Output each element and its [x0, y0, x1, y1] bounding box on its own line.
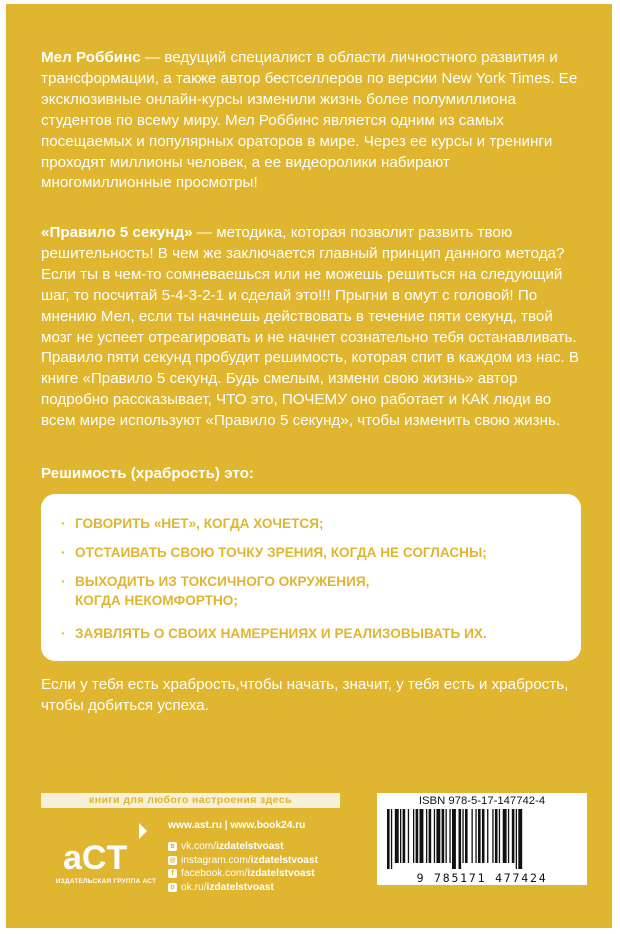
barcode-bar — [413, 809, 414, 863]
barcode-bar — [487, 809, 488, 863]
bullet: · — [61, 626, 66, 641]
bullet: · — [61, 574, 66, 589]
logo-text: aCT — [63, 839, 128, 877]
barcode-bar — [482, 809, 485, 863]
barcode-bar — [442, 809, 445, 863]
barcode-bar — [518, 809, 522, 869]
barcode-bar — [495, 809, 498, 863]
barcode-bar — [395, 809, 399, 863]
barcode-bar — [452, 809, 456, 869]
publisher-links — [168, 820, 318, 894]
barcode-bar — [400, 809, 401, 863]
barcode-bar — [420, 809, 424, 863]
vk-icon: в — [168, 842, 177, 851]
barcode-bar — [429, 809, 432, 863]
barcode-bar — [492, 809, 493, 863]
list-item: · ЗАЯВЛЯТЬ О СВОИХ НАМЕРЕНИЯХ И РЕАЛИЗОВЫВАТЬ ИХ. — [61, 626, 487, 641]
logo-figure-shape — [139, 823, 147, 839]
barcode-bar — [449, 809, 450, 863]
website-links[interactable]: www.ast.ru | www.book24.ru — [168, 820, 306, 831]
instagram-icon: ◎ — [169, 856, 176, 864]
ast-logo — [51, 817, 161, 887]
list-item: · ОТСТАИВАТЬ СВОЮ ТОЧКУ ЗРЕНИЯ, КОГДА НЕ СОГЛАСНЫ; — [61, 545, 487, 560]
closing-text: Если у тебя есть храбрость,чтобы начать, значит, у тебя есть и храбрость, чтобы добиться успеха. — [41, 676, 569, 714]
book-description — [41, 223, 586, 432]
barcode-bar — [508, 809, 509, 863]
barcode-bar — [475, 809, 476, 863]
odnoklassniki-icon: о — [168, 883, 177, 892]
social-link-instagram[interactable]: ◎ instagram.com/ izdatelstvoast — [169, 854, 319, 866]
book-title: «Правило 5 секунд» — [41, 224, 193, 241]
barcode-bar — [408, 809, 409, 863]
barcode-bar — [426, 809, 427, 863]
bullet: · — [61, 516, 66, 531]
publisher-imprint: ИЗДАТЕЛЬСКАЯ ГРУППА АСТ — [55, 878, 157, 885]
bullet: · — [61, 545, 66, 560]
barcode-bar — [446, 809, 447, 863]
barcode-bar — [516, 809, 517, 869]
barcode-bar — [499, 809, 500, 863]
list-item: · ВЫХОДИТЬ ИЗ ТОКСИЧНОГО ОКРУЖЕНИЯ, — [61, 574, 370, 589]
barcode-bar — [391, 809, 392, 869]
barcode-bar — [462, 809, 463, 863]
social-link-odnoklassniki[interactable]: о ok.ru/ izdatelstvoast — [168, 881, 318, 895]
isbn-number: ISBN 978-5-17-147742-4 — [418, 795, 546, 807]
isbn-barcode — [377, 793, 587, 885]
barcode-bar — [459, 809, 462, 869]
barcode-bar — [416, 809, 419, 863]
barcode-bar — [478, 809, 481, 863]
courage-list-box — [41, 494, 581, 661]
author-name: Мел Роббинс — [41, 49, 141, 66]
book-description-text: — методика, которая позволит развить твою решительность! В чем же заключается главный принцип данного метода? Если ты в чем-то сомневаешься или не можешь решиться на следующий шаг, то посчитай 5-4-3-2-1 и сделай это!!! Прыгни в омут с головой! По мнению Мел, если ты начнешь действовать в течение пяти секунд, твой мозг не успеет отреагировать и не начнет сознательно тебя останавливать. Правило пяти секунд пробудит решимость, которая спит в каждом из нас. В книге «Правило 5 секунд. Будь смелым, измени свою жизнь» автор подробно рассказывает, ЧТО это, ПОЧЕМУ оно работает и КАК люди во всем мире используют «Правило 5 секунд», чтобы изменить свою жизнь. — [41, 224, 580, 430]
barcode-bar — [472, 809, 473, 863]
social-link-vk[interactable]: в vk.com/ izdatelstvoast — [168, 840, 318, 854]
author-bio-text: — ведущий специалист в области личностного развития и трансформации, а также автор бестселлеров по версии New York Times. Ее эксклюзивные онлайн-курсы изменили жизнь более полумиллиона студентов по всему миру. Мел Роббинс является одним из самых посещаемых и популярных ораторов в мире. Через ее курсы и тренинги проходят миллионы человек, а ее видеоролики набирают многомиллионные просмотры! — [41, 49, 578, 192]
social-link-facebook[interactable]: f facebook.com/ izdatelstvoast — [168, 867, 318, 881]
barcode-bar — [503, 809, 507, 863]
barcode-digits: 9 785171 477424 — [416, 871, 548, 885]
list-item: · ГОВОРИТЬ «НЕТ», КОГДА ХОЧЕТСЯ; — [61, 516, 324, 531]
list-item-continuation: КОГДА НЕКОМФОРТНО; — [75, 593, 238, 608]
barcode-bar — [512, 809, 515, 863]
barcode-bar — [436, 809, 440, 863]
barcode-bar — [403, 809, 406, 863]
barcode-bar — [465, 809, 468, 863]
author-bio — [41, 48, 581, 194]
courage-heading: Решимость (храбрость) это: — [41, 465, 254, 482]
facebook-icon: f — [168, 869, 177, 878]
barcode-bar — [387, 809, 390, 869]
barcode-bars — [385, 809, 579, 869]
barcode-bar — [434, 809, 435, 863]
publisher-tagline: книги для любого настроения здесь — [41, 793, 340, 808]
